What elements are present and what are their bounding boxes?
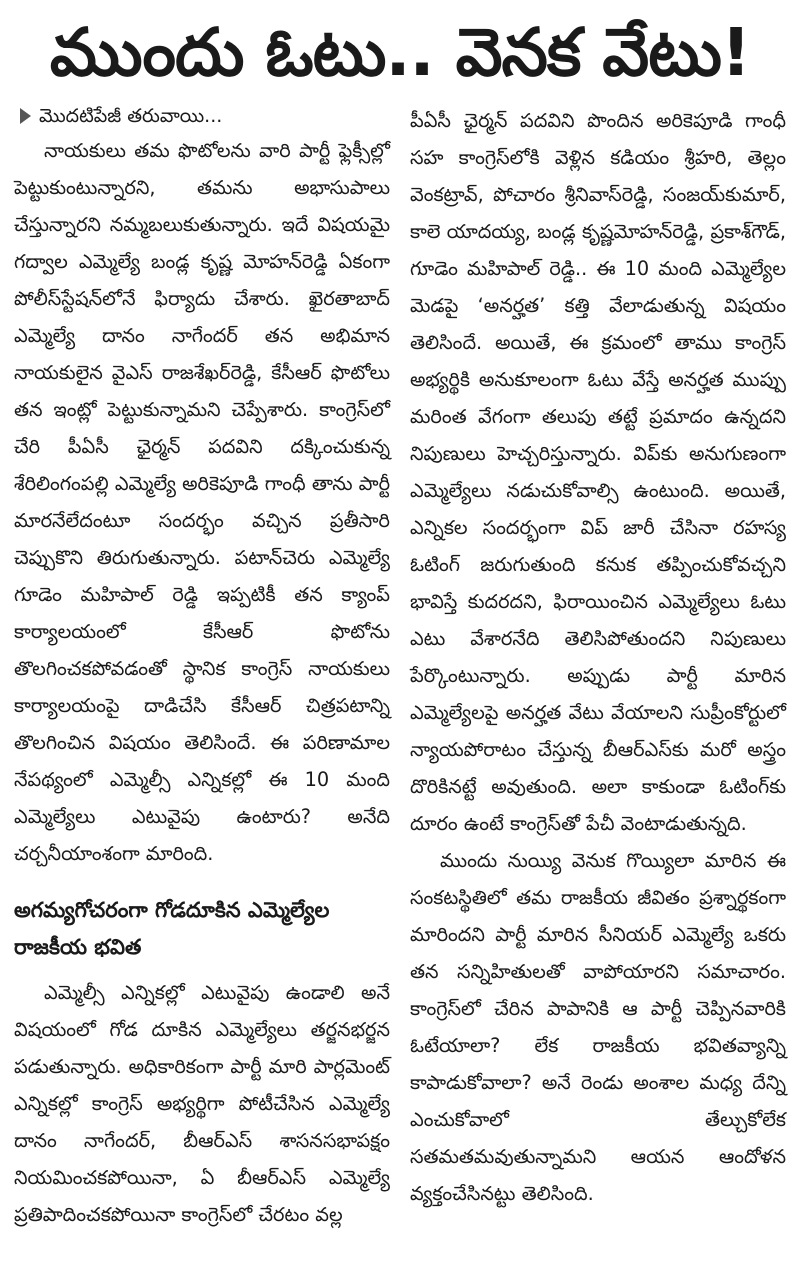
right-paragraph-1: పీఏసీ ఛైర్మన్ పదవిని పొందిన అరికెపూడి గాంధీ సహ కాంగ్రెస్‌లోకి వెళ్లిన కడియం శ్రీహరి, తెల్లం వెంకట్రావ్, పోచారం శ్రీనివాస్‌రెడ్డి, సంజయ్‌కుమార్, కాలె యాదయ్య, బండ్ల కృష్ణమోహన్‌రెడ్డి, ప్రకాశ్‌గౌడ్, గూడెం మహిపాల్ రెడ్డి.. ఈ 10 మంది ఎమ్మెల్యేల మెడపై ‘అనర్హత’ కత్తి వేలాడుతున్న విషయం తెలిసిందే. అయితే, ఈ క్రమంలో తాము కాంగ్రెస్ అభ్యర్థికి అనుకూలంగా ఓటు వేస్తే అనర్హత ముప్పు మరింత వేగంగా తలుపు తట్టే ప్రమాదం ఉన్నదని నిపుణులు హెచ్చరిస్తున్నారు. విప్‌కు అనుగుణంగా ఎమ్మెల్యేలు నడుచుకోవాల్సి ఉంటుంది. అయితే, ఎన్నికల సందర్భంగా విప్ జారీ చేసినా రహస్య ఓటింగ్ జరుగుతుంది కనుక తప్పించుకోవచ్చని భావిస్తే కుదరదని, ఫిరాయించిన ఎమ్మెల్యేలు ఓటు ఎటు వేశారనేది తెలిసిపోతుందని నిపుణులు పేర్కొంటున్నారు. అప్పుడు పార్టీ మారిన ఎమ్మెల్యేలపై అనర్హత వేటు వేయాలని సుప్రీంకోర్టులో న్యాయపోరాటం చేస్తున్న బీఆర్‌ఎస్‌కు మరో అస్త్రం దొరికినట్టే అవుతుంది. అలా కాకుండా ఓటింగ్‌కు దూరం ఉంటే కాంగ్రెస్‌తో పేచీ వెంటాడుతున్నది. xyxy=(410,109,786,835)
continuation-kicker xyxy=(14,102,390,130)
right-paragraph-2: ముందు నుయ్యి వెనుక గొయ్యిలా మారిన ఈ సంకటస్థితిలో తమ రాజకీయ జీవితం ప్రశ్నార్థకంగా మారిందని పార్టీ మారిన సీనియర్ ఎమ్మెల్యే ఒకరు తన సన్నిహితులతో వాపోయారని సమాచారం. కాంగ్రెస్‌లో చేరిన పాపానికి ఆ పార్టీ చెప్పినవారికి ఓటేయాలా? లేక రాజకీయ భవితవ్యాన్ని కాపాడుకోవాలా? అనే రెండు అంశాల మధ్య దేన్ని ఎంచుకోవాలో తేల్చుకోలేక సతమతమవుతున్నామని ఆయన ఆందోళన వ్యక్తంచేసినట్టు తెలిసింది. xyxy=(410,849,786,1205)
headline: ముందు ఓటు.. వెనక వేటు! xyxy=(49,14,751,91)
right-column xyxy=(410,102,786,1233)
triangle-right-icon xyxy=(20,108,31,124)
left-paragraph-1: నాయకులు తమ ఫొటోలను వారి పార్టీ ఫ్లెక్సీల్లో పెట్టుకుంటున్నారని, తమను అభాసుపాలు చేస్తున్నారని నమ్మబలుకుతున్నారు. ఇదే విషయమై గద్వాల ఎమ్మెల్యే బండ్ల కృష్ణ మోహన్‌రెడ్డి ఏకంగా పోలీస్‌స్టేషన్‌లోనే ఫిర్యాదు చేశారు. ఖైరతాబాద్ ఎమ్మెల్యే దానం నాగేందర్ తన అభిమాన నాయకులైన వైఎస్ రాజశేఖర్‌రెడ్డి, కేసీఆర్ ఫొటోలు తన ఇంట్లో పెట్టుకున్నామని చెప్పేశారు. కాంగ్రెస్‌లో చేరి పీఏసీ ఛైర్మన్ పదవిని దక్కించుకున్న శేరిలింగంపల్లి ఎమ్మెల్యే అరికెపూడి గాంధీ తాను పార్టీ మారనేలేదంటూ సందర్భం వచ్చిన ప్రతీసారి చెప్పుకొని తిరుగుతున్నారు. పటాన్‌చెరు ఎమ్మెల్యే గూడెం మహిపాల్ రెడ్డి ఇప్పటికీ తన క్యాంప్ కార్యాలయంలో కేసీఆర్ ఫొటోను తొలగించకపోవడంతో స్థానిక కాంగ్రెస్ నాయకులు కార్యాలయంపై దాడిచేసి కేసీఆర్ చిత్రపటాన్ని తొలగించిన విషయం తెలిసిందే. ఈ పరిణామాల నేపథ్యంలో ఎమ్మెల్సీ ఎన్నికల్లో ఈ 10 మంది ఎమ్మెల్యేలు ఎటువైపు ఉంటారు? అనేది చర్చనీయాంశంగా మారింది. xyxy=(14,139,390,865)
article-columns xyxy=(14,102,786,1233)
subheading: అగమ్యగోచరంగా గోడదూకిన ఎమ్మెల్యేల రాజకీయ భవిత xyxy=(14,898,330,959)
left-paragraph-2: ఎమ్మెల్సీ ఎన్నికల్లో ఎటువైపు ఉండాలి అనే విషయంలో గోడ దూకిన ఎమ్మెల్యేలు తర్జనభర్జన పడుతున్నారు. అధికారికంగా పార్టీ మారి పార్లమెంట్ ఎన్నికల్లో కాంగ్రెస్ అభ్యర్థిగా పోటీచేసిన ఎమ్మెల్యే దానం నాగేందర్, బీఆర్‌ఎస్ శాసనసభాపక్షం నియమించకపోయినా, ఏ బీఆర్‌ఎస్ ఎమ్మెల్యే ప్రతిపాదించకపోయినా కాంగ్రెస్‌లో చేరటం వల్ల xyxy=(14,981,390,1226)
kicker-label: మొదటిపేజీ తరువాయి... xyxy=(39,105,223,127)
left-column xyxy=(14,102,390,1233)
